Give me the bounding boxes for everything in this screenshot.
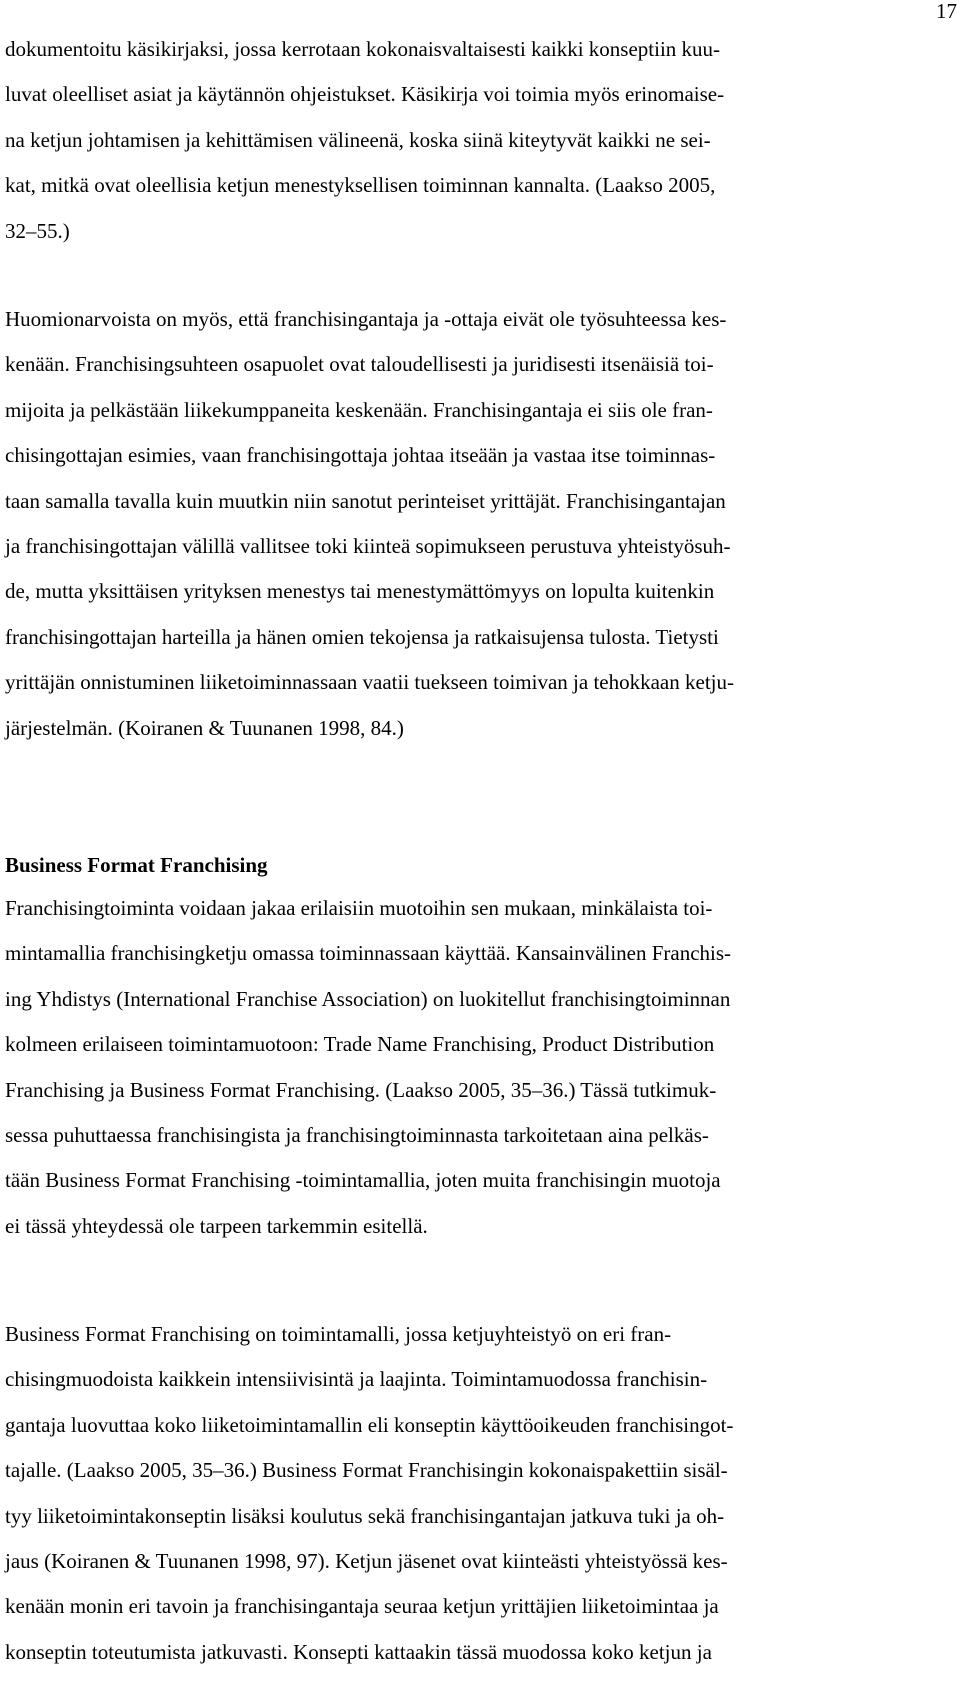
section-heading: Business Format Franchising <box>5 853 268 877</box>
text-line: järjestelmän. (Koiranen & Tuunanen 1998, 84.) <box>5 715 404 740</box>
text-line: Franchisingtoiminta voidaan jakaa erilaisiin muotoihin sen mukaan, minkälaista toi- <box>5 896 713 920</box>
text-line: na ketjun johtamisen ja kehittämisen välineenä, koska siinä kiteytyvät kaikki ne sei- <box>5 127 711 152</box>
paragraph-4 <box>5 1312 955 1675</box>
text-line: gantaja luovuttaa koko liiketoimintamallin eli konseptin käyttöoikeuden franchisingot- <box>5 1412 734 1437</box>
text-line: Huomionarvoista on myös, että franchisingantaja ja -ottaja eivät ole työsuhteessa kes- <box>5 307 727 331</box>
text-line: 32–55.) <box>5 218 70 243</box>
text-line: chisingottajan esimies, vaan franchisingottaja johtaa itseään ja vastaa itse toiminnas- <box>5 443 716 468</box>
text-line: de, mutta yksittäisen yrityksen menestys tai menestymättömyys on lopulta kuitenkin <box>5 579 715 604</box>
paragraph-3 <box>5 886 955 1249</box>
text-line: mintamallia franchisingketju omassa toiminnassaan käyttää. Kansainvälinen Franchis- <box>5 941 732 966</box>
text-line: franchisingottajan harteilla ja hänen omien tekojensa ja ratkaisujensa tulosta. Tietysti <box>5 624 719 649</box>
text-line: ing Yhdistys (International Franchise Association) on luokitellut franchisingtoiminnan <box>5 986 731 1011</box>
text-line: jaus (Koiranen & Tuunanen 1998, 97). Ketjun jäsenet ovat kiinteästi yhteistyössä kes- <box>5 1548 728 1573</box>
text-line: kat, mitkä ovat oleellisia ketjun menestyksellisen toiminnan kannalta. (Laakso 2005, <box>5 173 716 198</box>
text-line: luvat oleelliset asiat ja käytännön ohjeistukset. Käsikirja voi toimia myös erinomaise- <box>5 82 725 107</box>
text-line: taan samalla tavalla kuin muutkin niin sanotut perinteiset yrittäjät. Franchisingantajan <box>5 488 726 513</box>
text-line: Business Format Franchising on toimintamalli, jossa ketjuyhteistyö on eri fran- <box>5 1322 672 1346</box>
text-line: ei tässä yhteydessä ole tarpeen tarkemmin esitellä. <box>5 1213 428 1238</box>
text-line: mijoita ja pelkästään liikekumppaneita keskenään. Franchisingantaja ei siis ole fran- <box>5 397 713 422</box>
page-number: 17 <box>936 0 957 23</box>
text-line: chisingmuodoista kaikkein intensiivisintä ja laajinta. Toimintamuodossa franchisin- <box>5 1367 708 1392</box>
text-line: kenään monin eri tavoin ja franchisingantaja seuraa ketjun yrittäjien liiketoimintaa ja <box>5 1594 719 1619</box>
text-line: konseptin toteutumista jatkuvasti. Konsepti kattaakin tässä muodossa koko ketjun ja <box>5 1639 712 1664</box>
text-line: Franchising ja Business Format Franchising. (Laakso 2005, 35–36.) Tässä tutkimuk- <box>5 1077 717 1102</box>
text-line: yrittäjän onnistuminen liiketoiminnassaan vaatii tuekseen toimivan ja tehokkaan ketju- <box>5 670 734 695</box>
text-line: kolmeen erilaiseen toimintamuotoon: Trade Name Franchising, Product Distribution <box>5 1032 715 1057</box>
text-line: sessa puhuttaessa franchisingista ja franchisingtoiminnasta tarkoitetaan aina pelkäs- <box>5 1122 709 1147</box>
text-line: tajalle. (Laakso 2005, 35–36.) Business Format Franchisingin kokonaispakettiin sisäl- <box>5 1458 728 1483</box>
paragraph-2 <box>5 297 955 751</box>
text-line: kenään. Franchisingsuhteen osapuolet ovat taloudellisesti ja juridisesti itsenäisiä toi- <box>5 352 714 377</box>
text-line: ja franchisingottajan välillä vallitsee toki kiinteä sopimukseen perustuva yhteistyösuh- <box>5 533 731 558</box>
text-line: dokumentoitu käsikirjaksi, jossa kerrotaan kokonaisvaltaisesti kaikki konseptiin kuu- <box>5 37 721 61</box>
paragraph-1 <box>5 27 955 254</box>
text-line: tyy liiketoimintakonseptin lisäksi koulutus sekä franchisingantajan jatkuva tuki ja oh- <box>5 1503 725 1528</box>
text-line: tään Business Format Franchising -toimintamallia, joten muita franchisingin muotoja <box>5 1168 721 1193</box>
